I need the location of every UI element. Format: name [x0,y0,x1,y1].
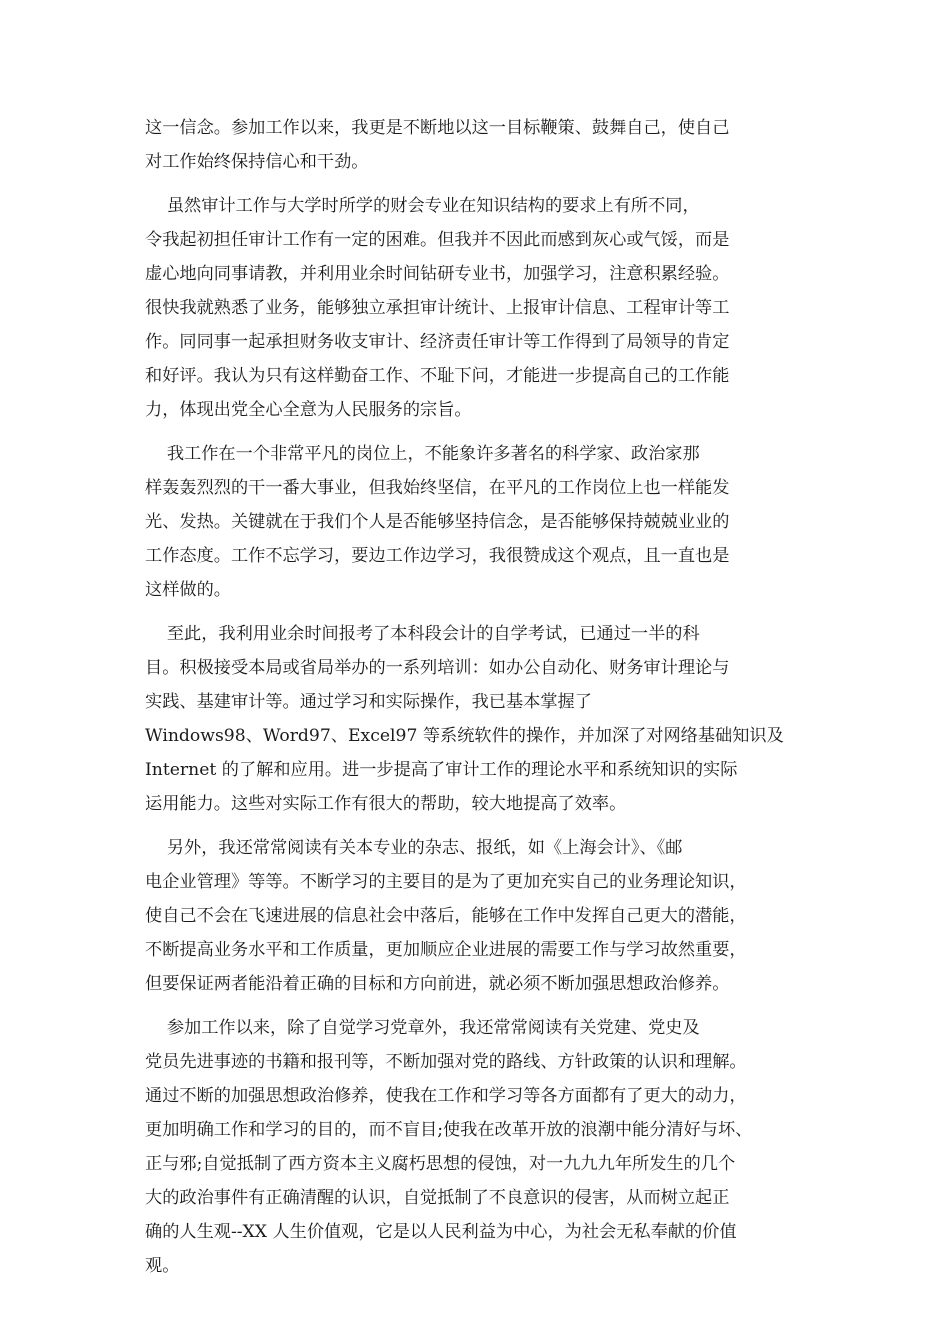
text-line: 大的政治事件有正确清醒的认识，自觉抵制了不良意识的侵害，从而树立起正 [145,1188,730,1208]
text-line: 对工作始终保持信心和干劲。 [145,152,369,172]
document-body [145,111,810,1283]
paragraph [145,437,810,607]
text-line: 很快我就熟悉了业务，能够独立承担审计统计、上报审计信息、工程审计等工 [145,298,730,318]
text-line: 样轰轰烈烈的干一番大事业，但我始终坚信，在平凡的工作岗位上也一样能发 [145,478,730,498]
text-line: 这样做的。 [145,580,231,600]
text-line: 工作态度。工作不忘学习，要边工作边学习，我很赞成这个观点，且一直也是 [145,546,730,566]
text-line: 通过不断的加强思想政治修养，使我在工作和学习等各方面都有了更大的动力， [145,1086,747,1106]
text-line: 更加明确工作和学习的目的，而不盲目;使我在改革开放的浪潮中能分清好与坏、 [145,1120,753,1140]
paragraph [145,111,810,179]
text-line: 这一信念。参加工作以来，我更是不断地以这一目标鞭策、鼓舞自己，使自己 [145,118,730,138]
text-line: 使自己不会在飞速进展的信息社会中落后，能够在工作中发挥自己更大的潜能， [145,906,747,926]
text-line: 不断提高业务水平和工作质量，更加顺应企业进展的需要工作与学习故然重要， [145,940,747,960]
text-line: 确的人生观--XX 人生价值观，它是以人民利益为中心，为社会无私奉献的价值 [145,1222,737,1242]
text-line: 令我起初担任审计工作有一定的困难。但我并不因此而感到灰心或气馁，而是 [145,230,730,250]
text-line: 参加工作以来，除了自觉学习党章外，我还常常阅读有关党建、党史及 [145,1018,700,1038]
paragraph [145,831,810,1001]
text-line: 但要保证两者能沿着正确的目标和方向前进，就必须不断加强思想政治修养。 [145,974,730,994]
paragraph [145,1011,810,1283]
text-line: 虽然审计工作与大学时所学的财会专业在知识结构的要求上有所不同， [145,196,700,216]
text-line: 我工作在一个非常平凡的岗位上，不能象许多著名的科学家、政治家那 [145,444,700,464]
text-line: 观。 [145,1256,180,1276]
text-line: 实践、基建审计等。通过学习和实际操作，我已基本掌握了 [145,692,592,712]
text-line: 运用能力。这些对实际工作有很大的帮助，较大地提高了效率。 [145,794,627,814]
text-line: 至此，我利用业余时间报考了本科段会计的自学考试，已通过一半的科 [145,624,700,644]
text-line: 电企业管理》等等。不断学习的主要目的是为了更加充实自己的业务理论知识， [145,872,747,892]
text-line: 党员先进事迹的书籍和报刊等，不断加强对党的路线、方针政策的认识和理解。 [145,1052,747,1072]
text-line: 光、发热。关键就在于我们个人是否能够坚持信念，是否能够保持兢兢业业的 [145,512,730,532]
text-line: Internet 的了解和应用。进一步提高了审计工作的理论水平和系统知识的实际 [145,760,738,780]
paragraph [145,189,810,427]
text-line: 虚心地向同事请教，并利用业余时间钻研专业书，加强学习，注意积累经验。 [145,264,730,284]
text-line: 目。积极接受本局或省局举办的一系列培训：如办公自动化、财务审计理论与 [145,658,730,678]
text-line: 力，体现出党全心全意为人民服务的宗旨。 [145,400,472,420]
text-line: 正与邪;自觉抵制了西方资本主义腐朽思想的侵蚀，对一九九九年所发生的几个 [145,1154,736,1174]
paragraph [145,617,810,821]
text-line: 另外，我还常常阅读有关本专业的杂志、报纸，如《上海会计》、《邮 [145,838,683,858]
text-line: Windows98、Word97、Excel97 等系统软件的操作，并加深了对网络基础知识及 [145,726,784,746]
text-line: 作。同同事一起承担财务收支审计、经济责任审计等工作得到了局领导的肯定 [145,332,730,352]
text-line: 和好评。我认为只有这样勤奋工作、不耻下问，才能进一步提高自己的工作能 [145,366,730,386]
